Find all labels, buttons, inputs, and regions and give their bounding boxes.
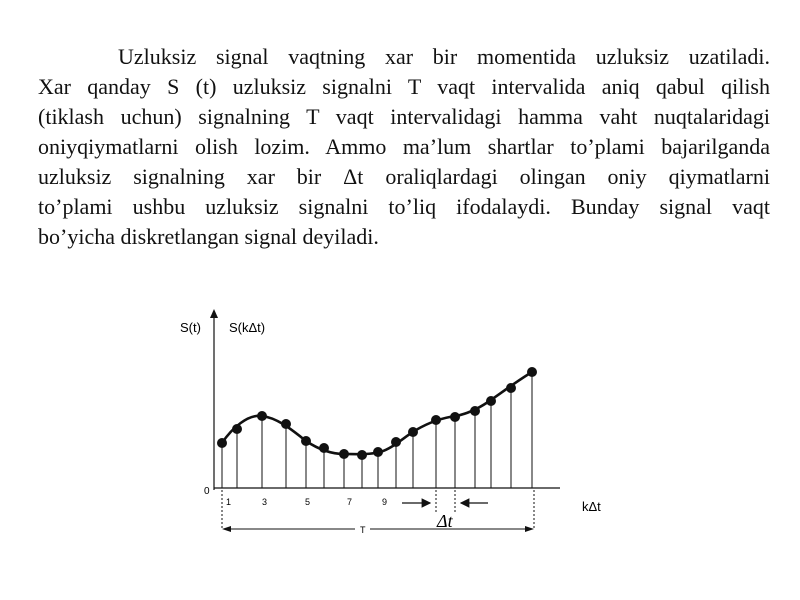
y-label-discrete: S(kΔt) [229, 320, 266, 335]
y-axis-arrowhead [210, 309, 218, 318]
sample-point [527, 367, 537, 377]
paragraph-line: oniyqiymatlarni olish lozim. Ammo ma’lum shartlar to’plami bajarilganda [38, 134, 770, 159]
sample-point [470, 406, 480, 416]
x-tick-label: 9 [382, 497, 388, 507]
sample-point [217, 438, 227, 448]
sample-point [408, 427, 418, 437]
x-tick-label: 3 [262, 497, 268, 507]
sample-point [373, 447, 383, 457]
sample-point [301, 436, 311, 446]
sample-stems [222, 372, 532, 488]
interval-arrowhead-right [525, 526, 534, 532]
origin-label: 0 [204, 486, 210, 497]
sample-point [391, 437, 401, 447]
paragraph-line: (tiklash uchun) signalning T vaqt intervalidagi hamma vaht nuqtalaridagi [38, 104, 770, 129]
sample-point [281, 419, 291, 429]
step-label: Δt [437, 511, 453, 531]
paragraph-line: Uzluksiz signal vaqtning xar bir momentida uzluksiz uzatiladi. [118, 44, 770, 69]
x-axis-label: kΔt [582, 499, 601, 514]
sample-point [257, 411, 267, 421]
sample-points [217, 367, 537, 460]
sample-point [319, 443, 329, 453]
paragraph-line: bo’yicha diskretlangan signal deyiladi. [38, 224, 379, 249]
sample-point [232, 424, 242, 434]
sample-point [339, 449, 349, 459]
sample-point [506, 383, 516, 393]
sample-point [450, 412, 460, 422]
x-tick-label: 7 [347, 497, 353, 507]
x-tick-label: 1 [226, 497, 232, 507]
interval-arrowhead-left [222, 526, 231, 532]
x-tick-label: 5 [305, 497, 311, 507]
sample-point [486, 396, 496, 406]
y-label-continuous: S(t) [180, 320, 201, 335]
sample-point [431, 415, 441, 425]
interval-label: T [360, 525, 366, 535]
paragraph-line: Xar qanday S (t) uzluksiz signalni T vaqt intervalida aniq qabul qilish [38, 74, 770, 99]
signal-curve [222, 372, 532, 454]
paragraph-line: uzluksiz signalning xar bir Δt oraliqlardagi olingan oniy qiymatlarni [38, 164, 770, 189]
paragraph-line: to’plami ushbu uzluksiz signalni to’liq ifodalaydi. Bunday signal vaqt [38, 194, 770, 219]
sample-point [357, 450, 367, 460]
